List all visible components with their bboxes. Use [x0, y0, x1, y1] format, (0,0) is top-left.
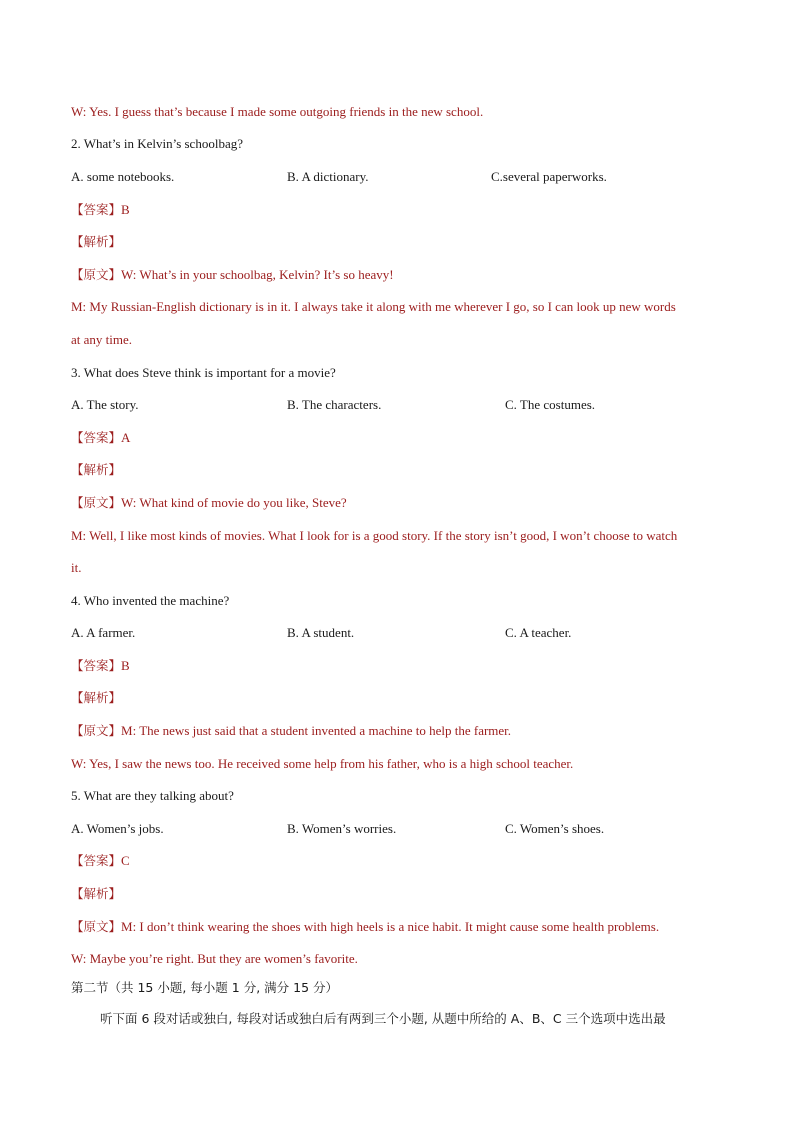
q4-answer-row — [71, 657, 130, 675]
q5-answer-row — [71, 852, 130, 870]
q4-question: 4. Who invented the machine? — [71, 593, 230, 608]
q4-original-m: M: The news just said that a student invented a machine to help the farmer. — [121, 723, 512, 738]
q4-option-c: C. A teacher. — [505, 625, 572, 640]
answer-label: 【答案】 — [71, 853, 122, 868]
q2-original-m-line1: M: My Russian-English dictionary is in it. I always take it along with me wherever I go, so I can look up new words — [71, 299, 676, 314]
q5-original-m: M: I don’t think wearing the shoes with high heels is a nice habit. It might cause some health problems. — [121, 919, 660, 934]
q3-answer: A — [121, 430, 131, 445]
q4-original-w: W: Yes, I saw the news too. He received some help from his father, who is a high school teacher. — [71, 756, 574, 771]
q1-transcript-w: W: Yes. I guess that’s because I made some outgoing friends in the new school. — [71, 104, 484, 119]
q3-option-b: B. The characters. — [287, 397, 382, 412]
original-label: 【原文】 — [71, 267, 122, 282]
q5-question: 5. What are they talking about? — [71, 788, 234, 803]
q3-original-m-line1: M: Well, I like most kinds of movies. What I look for is a good story. If the story isn’t good, I won’t choose to watch — [71, 528, 678, 543]
q3-question: 3. What does Steve think is important for a movie? — [71, 365, 336, 380]
q3-original-m-line2: it. — [71, 560, 82, 575]
q2-original-w-row — [71, 266, 394, 284]
q2-analysis-label: 【解析】 — [71, 234, 122, 249]
q3-option-c: C. The costumes. — [505, 397, 596, 412]
answer-label: 【答案】 — [71, 202, 122, 217]
q2-option-a: A. some notebooks. — [71, 169, 175, 184]
q5-option-a: A. Women’s jobs. — [71, 821, 164, 836]
q2-answer: B — [121, 202, 130, 217]
section2-heading: 第二节（共 15 小题, 每小题 1 分, 满分 15 分） — [71, 980, 338, 995]
original-label: 【原文】 — [71, 723, 122, 738]
q4-option-b: B. A student. — [287, 625, 355, 640]
q3-answer-row — [71, 429, 130, 447]
answer-label: 【答案】 — [71, 658, 122, 673]
q4-answer: B — [121, 658, 130, 673]
q3-option-a: A. The story. — [71, 397, 139, 412]
original-label: 【原文】 — [71, 495, 122, 510]
section2-instruction: 听下面 6 段对话或独白, 每段对话或独白后有两到三个小题, 从题中所给的 A、B、C 三个选项中选出最 — [100, 1011, 666, 1026]
q2-answer-row — [71, 201, 130, 219]
q2-option-c: C.several paperworks. — [491, 169, 607, 184]
q4-analysis-label: 【解析】 — [71, 690, 122, 705]
q2-original-w: W: What’s in your schoolbag, Kelvin? It’s so heavy! — [121, 267, 394, 282]
q5-answer: C — [121, 853, 130, 868]
q3-original-w-row — [71, 494, 347, 512]
q5-option-b: B. Women’s worries. — [287, 821, 397, 836]
answer-label: 【答案】 — [71, 430, 122, 445]
q2-option-b: B. A dictionary. — [287, 169, 369, 184]
q5-option-c: C. Women’s shoes. — [505, 821, 605, 836]
q2-original-m-line2: at any time. — [71, 332, 133, 347]
original-label: 【原文】 — [71, 919, 122, 934]
q3-original-w: W: What kind of movie do you like, Steve? — [121, 495, 347, 510]
q4-option-a: A. A farmer. — [71, 625, 136, 640]
q5-original-m-row — [71, 918, 659, 936]
q5-analysis-label: 【解析】 — [71, 886, 122, 901]
q2-question: 2. What’s in Kelvin’s schoolbag? — [71, 136, 243, 151]
q4-original-m-row — [71, 722, 511, 740]
q3-analysis-label: 【解析】 — [71, 462, 122, 477]
q5-original-w: W: Maybe you’re right. But they are women’s favorite. — [71, 951, 358, 966]
